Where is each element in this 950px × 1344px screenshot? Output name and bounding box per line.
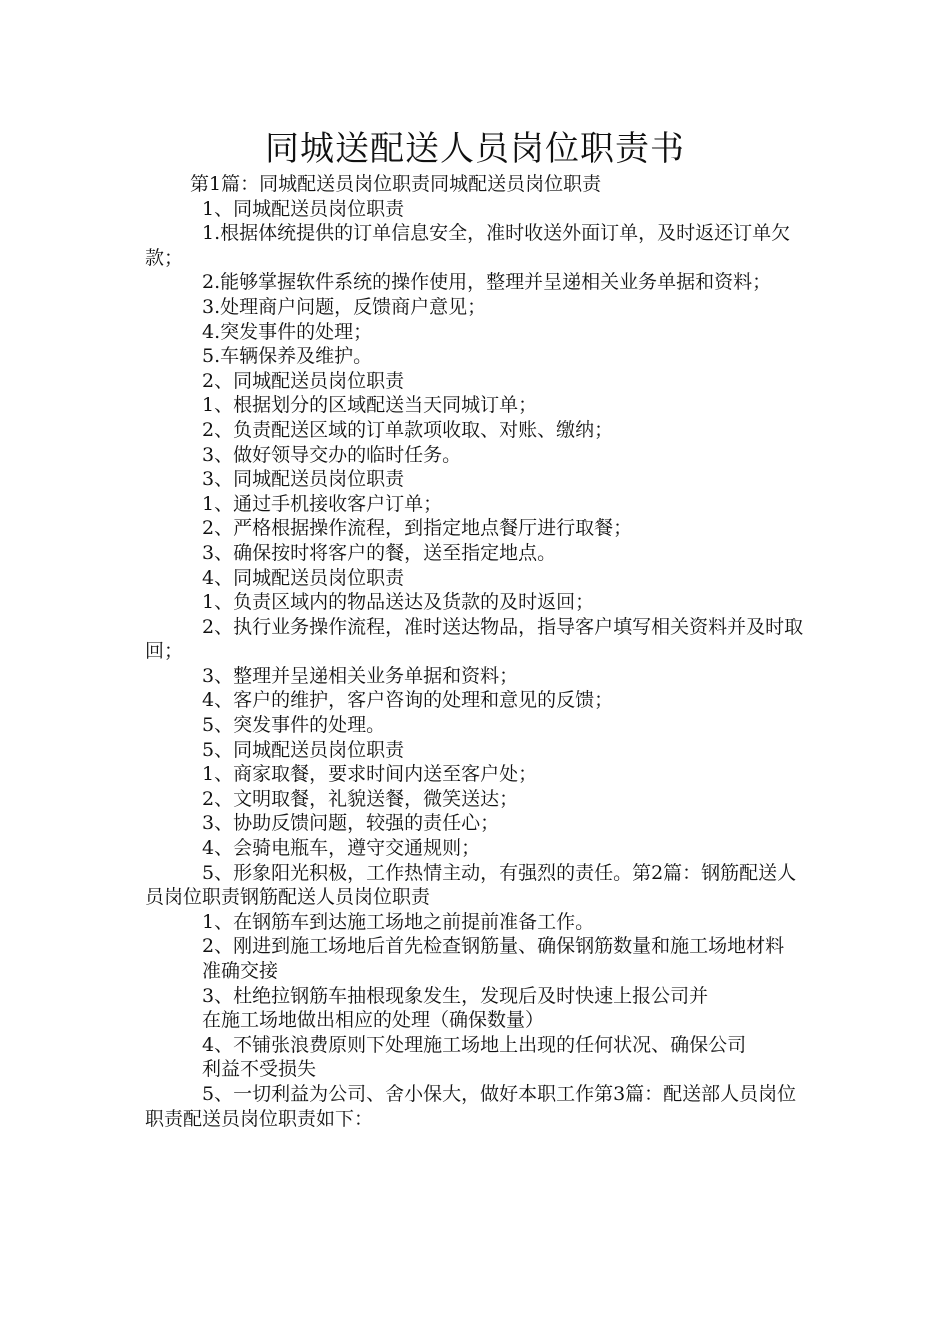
paragraph-line: 1、商家取餐，要求时间内送至客户处； (202, 763, 538, 786)
paragraph-line: 5、一切利益为公司、舍小保大，做好本职工作第3篇：配送部人员岗位职责配送员岗位职责如下： (145, 1082, 797, 1130)
document-body (145, 172, 810, 1131)
paragraph-line: 3、同城配送员岗位职责 (202, 468, 405, 491)
paragraph-line: 3.处理商户问题，反馈商户意见； (202, 295, 487, 318)
paragraph-line: 3、确保按时将客户的餐，送至指定地点。 (202, 541, 557, 564)
paragraph-line: 准确交接 (202, 960, 279, 982)
paragraph-line: 1、在钢筋车到达施工场地之前提前准备工作。 (202, 910, 595, 933)
paragraph-line: 2、同城配送员岗位职责 (202, 369, 405, 392)
paragraph-line: 2、负责配送区域的订单款项收取、对账、缴纳； (202, 418, 614, 441)
paragraph-line: 在施工场地做出相应的处理（确保数量） (202, 1009, 545, 1032)
paragraph-line: 4、客户的维护，客户咨询的处理和意见的反馈； (202, 689, 614, 712)
paragraph-line: 3、杜绝拉钢筋车抽根现象发生，发现后及时快速上报公司并 (202, 984, 709, 1007)
paragraph-line: 3、整理并呈递相关业务单据和资料； (202, 664, 519, 687)
paragraph-line: 2、执行业务操作流程，准时送达物品，指导客户填写相关资料并及时取回； (145, 615, 804, 663)
paragraph-line: 1、负责区域内的物品送达及货款的及时返回； (202, 591, 595, 614)
paragraph-line: 1.根据体统提供的订单信息安全，准时收送外面订单，及时返还订单欠款； (145, 222, 791, 269)
paragraph-line: 1、同城配送员岗位职责 (202, 197, 405, 220)
paragraph-line: 5、同城配送员岗位职责 (202, 738, 405, 761)
paragraph-line: 4、不铺张浪费原则下处理施工场地上出现的任何状况、确保公司 (202, 1033, 747, 1056)
paragraph-line: 4、会骑电瓶车，遵守交通规则； (202, 837, 481, 860)
paragraph-line: 4.突发事件的处理； (202, 320, 373, 343)
paragraph-line: 1、通过手机接收客户订单； (202, 492, 443, 515)
paragraph-line: 5、形象阳光积极，工作热情主动，有强烈的责任。第2篇：钢筋配送人员岗位职责钢筋配送人员岗位职责 (145, 861, 797, 909)
paragraph-line: 5、突发事件的处理。 (202, 714, 386, 737)
paragraph-line: 3、协助反馈问题，较强的责任心； (202, 812, 500, 835)
paragraph-line: 利益不受损失 (202, 1058, 317, 1081)
paragraph-line: 2、严格根据操作流程，到指定地点餐厅进行取餐； (202, 517, 633, 540)
paragraph-line: 4、同城配送员岗位职责 (202, 566, 405, 589)
paragraph-line: 3、做好领导交办的临时任务。 (202, 443, 462, 466)
paragraph-line: 2、刚进到施工场地后首先检查钢筋量、确保钢筋数量和施工场地材料 (202, 935, 785, 958)
paragraph-line: 5.车辆保养及维护。 (202, 345, 373, 368)
paragraph-line: 2、文明取餐，礼貌送餐，微笑送达； (202, 787, 519, 810)
paragraph-line: 1、根据划分的区域配送当天同城订单； (202, 394, 538, 417)
paragraph-line: 第1篇：同城配送员岗位职责同城配送员岗位职责 (190, 173, 602, 195)
document-title: 同城送配送人员岗位职责书 (265, 129, 685, 169)
paragraph-line: 2.能够掌握软件系统的操作使用，整理并呈递相关业务单据和资料； (202, 271, 772, 294)
